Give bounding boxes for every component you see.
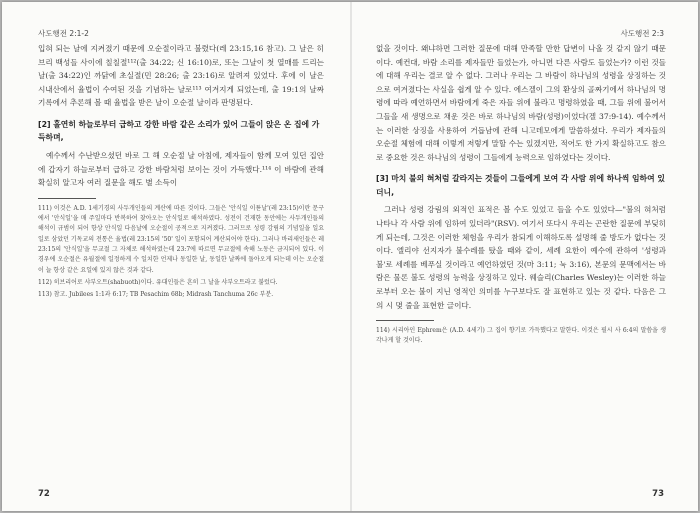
body-paragraph: 예수께서 수난받으셨던 바로 그 해 오순절 날 아침에, 제자들이 함께 모여 있던 집안에 갑자기 하늘로부터 급하고 강한 바람처럼 보이는 것이 가득했다.¹¹⁴ 이 바람에 관해 확실히 알고자 여러 질문을 해도 별 소득이	[38, 150, 324, 188]
footnote: 113) 참고. Jubilees 1:1과 6:17; TB Pesachim 68b; Midrash Tanchuma 26c 부분.	[38, 291, 274, 299]
footnote: 114) 시리아인 Ephrem은 (A.D. 4세기) 그 집이 향기로 가득했다고 말한다. 이것은 필시 사 6:4의 말씀을 생각나게 할 것이다.	[376, 327, 666, 345]
running-header: 사도행전 2:1-2	[38, 29, 89, 38]
section-heading: [3] 마치 불의 혀처럼 갈라지는 것들이 그들에게 보여 각 사람 위에 하나씩 임하여 있더니,	[376, 174, 665, 197]
right-page	[352, 2, 700, 511]
body-paragraph: 입혀 되는 날에 지켜졌기 때문에 오순절이라고 불렸다(레 23:15,16 참고). 그 날은 히브리 백성들 사이에 칠칠절¹¹²(출 34:22; 신 16:10)로, 또는 그날이 첫 열매를 드리는 날(출 34:22)인 까닭에 초실절(민 28:26; 출 23:16)로 알려져 있었다. 후에 이 날은 시내산에서 율법이 수여된 것을 기념하는 날로¹¹³ 여겨지게 되었는데, 출 19:1의 날짜 기록에서 추론해 볼 때 율법을 받은 날이 오순절 날이라 판명된다.	[38, 44, 324, 108]
page-content	[376, 42, 666, 349]
book-spread	[2, 2, 698, 511]
body-paragraph: 없을 것이다. 왜냐하면 그러한 질문에 대해 만족할 만한 답변이 나올 것 같지 않기 때문이다. 예컨대, 바람 소리를 제자들만 들었는가, 아니면 다른 사람도 들었는가? 이런 것들에 대해 우리는 결코 알 수 없다. 그러나 우리는 그 바람이 하나님의 성령을 상징하는 것으로 여겨졌다는 사실을 쉽게 알 수 있다. 에스겔이 그의 환상의 골짜기에서 하나님의 명령에 따라 예언하면서 바람에게 죽은 자들 위에 불라고 명령하였을 때, 그들 위에 불어서 그들을 새 생명으로 채운 것은 바로 하나님의 바람(성령)이었다(겔 37:9-14). 예수께서는 이러한 상징을 사용하여 거듭남에 관해 니고데모에게 말씀하셨다. 우리가 제자들의 오순절 체험에 대해 이렇게 저렇게 말할 수는 있겠지만, 적어도 한 가지 확실하고도 참으로 중요한 것은 하나님의 성령이 그들에게 능력으로 임하였다는 것이다.	[376, 44, 666, 162]
footnote: 111) 이것은 A.D. 1세기경의 사두개인들의 계산에 따른 것이다. 그들은 '안식일 이튿날'(레 23:15)이란 문구에서 '안식일'을 매 주일마다 반복하여 찾아오는 안식일로 해석하였다. 성전이 건재한 동안에는 사두개인들의 해석이 규범이 되어 항상 안식일 다음날에 오순절이 공적으로 지켜졌다. 그러므로 성령 강림의 기념일을 일요일로 삼았던 기독교의 전통은 율법(레 23:15의 '50' 일이 포함되어 계산되어야 한다). 그러나 바리새인들은 레 23:15의 '안식일'을 무교절 그 자체로 해석하였는데 23:7에 따르면 무교절에 속해 노동은 금지되어 있다. 이 경우에 오순절은 유월절에 일정하게 수 일치한 언제나 동일한 날, 동일한 날짜에 돌아오게 되는데 이는 오순절이 늘 항상 같은 요일에 있지 않은 것과 같다.	[38, 204, 324, 274]
footnote-divider	[376, 320, 434, 321]
page-content	[38, 42, 324, 302]
body-paragraph: 그러나 성령 강림의 외적인 표적은 볼 수도 있었고 들을 수도 있었다—"불의 혀처럼 나타나 각 사람 위에 임하여 있더라"(RSV). 여기서 또다시 우리는 곤란한 질문에 부딪히게 되는데, 그것은 이러한 체험을 우리가 참되게 이해하도록 설명해 줄 방도가 없다는 것이다. 엘리야 선지자가 불수레를 탔을 때와 같이, 세례 요한이 예수에 관하여 '성령과 불'로 세례를 베푸실 것이라고 예언하였던 것(마 3:11; 눅 3:16), 본문의 문맥에서는 바람은 물론 불도 성령의 능력을 상징하고 있다. 웨슬리(Charles Wesley)는 이러한 하늘로부터 오는 불이 지닌 영적인 의미를 누구보다도 잘 표현하고 있는 것 같다. 다음은 그의 시 몇 줄을 표현한 글이다.	[376, 205, 666, 310]
left-page	[2, 2, 350, 511]
footnote: 112) 히브리어로 샤부오트(shabuoth)이다. 유대인들은 흔히 그 날을 샤부오트라고 불렀다.	[38, 278, 278, 286]
footnote-divider	[38, 198, 96, 199]
page-number: 73	[652, 489, 664, 499]
running-header: 사도행전 2:3	[620, 29, 664, 38]
section-heading: [2] 홀연히 하늘로부터 급하고 강한 바람 같은 소리가 있어 그들이 앉은 온 집에 가득하며,	[38, 119, 320, 143]
page-number: 72	[38, 489, 50, 499]
